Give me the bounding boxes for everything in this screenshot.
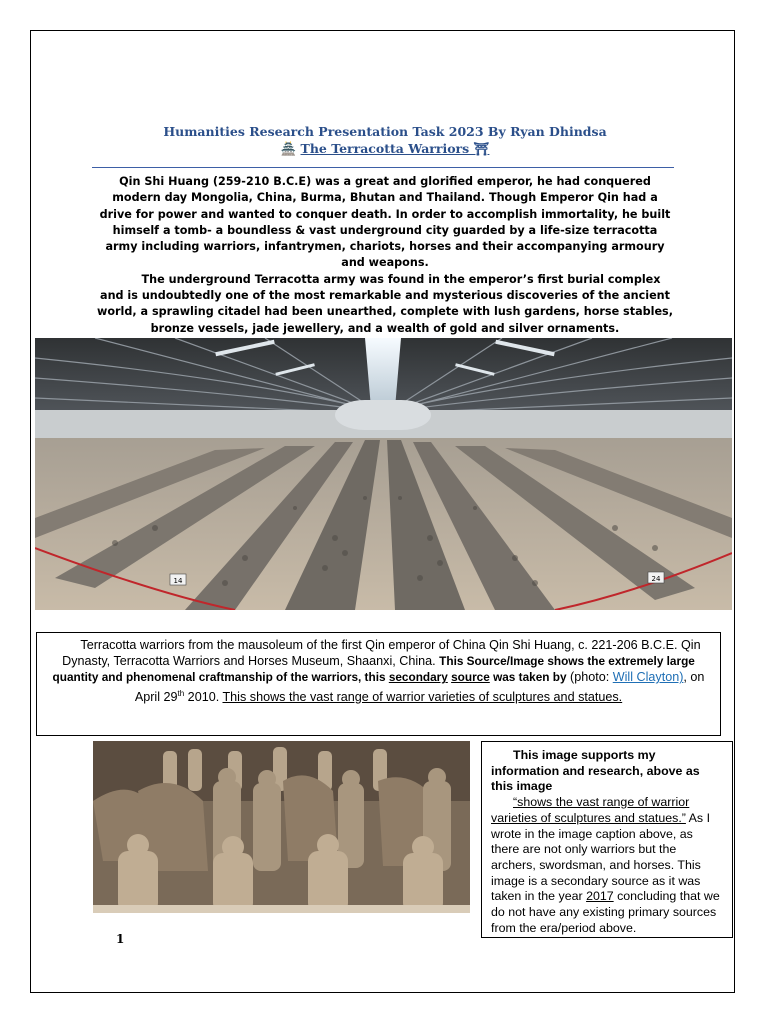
image-caption [36,632,721,736]
caption-underlined-end: This shows the vast range of warrior varieties of sculptures and statues. [222,689,623,704]
intro-paragraph-1: Qin Shi Huang (259-210 B.C.E) was a great and glorified emperor, he had conquered modern day Mongolia, China, Burma, Bhutan and Thailand. Though Emperor Qin had a drive for power and wanted to conquer death. In order to accomplish immortality, he built himself a tomb- a boundless & vast underground city guarded by a life-size terracotta army including warriors, infantrymen, chariots, horses and their accompanying armoury and weapons. [99,175,671,270]
caption-line-1: Terracotta warriors from the mausoleum of the first Qin emperor of China Qin Shi Huang, c. 221-206 B.C.E. Qin Dynasty, Terracotta Warriors and Horses Museum, Shaanxi, China. [62,638,701,669]
caption-bold-2: was taken by [489,670,567,685]
side-box-text-1: As I wrote in the image caption above, as there are not only warriors but the archers, swordsman, and horses. This image is a secondary source as it was taken in the year [491,810,711,904]
pit-marker-24: 24 [651,575,661,583]
caption-year: 2010. [184,689,223,704]
caption-photo-credit: (photo: [566,670,613,685]
side-box-bold: This image supports my information and research, above as this image [491,748,700,794]
page-number: 1 [116,932,125,946]
caption-date: , on April 29 [134,670,705,704]
photographer-link[interactable]: Will Clayton) [612,670,684,685]
caption-date-sup: th [177,688,185,698]
pit-marker-14: 14 [173,577,183,585]
side-box-text-2: concluding that we do not have any existing primary sources from the era/period above. [491,889,720,935]
intro-paragraph-2: The underground Terracotta army was found in the emperor’s first burial complex and is undoubtedly one of the most remarkable and mysterious discoveries of the ancient world, a sprawling citadel had been unearthed, complete with lush gardens, horse stables, bronze vessels, jade jewellery, and a wealth of gold and silver ornaments. [97,272,673,335]
document-subtitle [90,141,680,157]
caption-bold-1: This Source/Image shows the extremely large quantity and phenomenal craftmanship of the warriors, this [52,654,695,685]
supporting-text-box [481,741,733,938]
side-box-quote: “shows the vast range of warrior varieties of sculptures and statues.” [491,795,690,825]
caption-secondary: secondary [388,670,448,685]
document-title: Humanities Research Presentation Task 2023 By Ryan Dhindsa [163,124,607,139]
intro-text [96,174,674,337]
warriors-closeup-photo [93,741,470,913]
terracotta-pit-photo [35,338,732,610]
caption-source: source [451,670,490,685]
title-divider [92,167,674,168]
temple-icon: 🏯 [280,141,297,156]
side-box-year: 2017 [586,889,614,904]
subtitle-text[interactable]: The Terracotta Warriors ⛩ [300,141,490,156]
